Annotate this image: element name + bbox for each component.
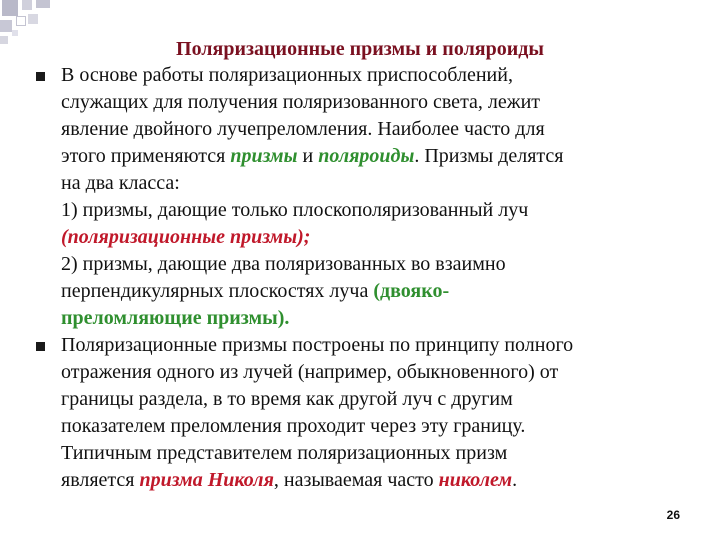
term-prisms: призмы bbox=[230, 145, 298, 167]
slide-title: Поляризационные призмы и поляроиды bbox=[176, 38, 544, 60]
text-line: 2) призмы, дающие два поляризованных во взаимно bbox=[61, 253, 506, 275]
bullet-item bbox=[34, 332, 674, 494]
text-line: на два класса: bbox=[61, 172, 180, 194]
square-bullet-icon bbox=[36, 72, 45, 81]
text-line: показателем преломления проходит через эту границу. bbox=[61, 415, 526, 437]
text-line bbox=[61, 278, 674, 305]
term-polaroids: поляроиды bbox=[318, 145, 415, 167]
page-number: 26 bbox=[666, 508, 680, 522]
term-nicol: николем bbox=[438, 469, 513, 491]
text-line: отражения одного из лучей (например, обыкновенного) от bbox=[61, 361, 559, 383]
text-line: Поляризационные призмы построены по принципу полного bbox=[61, 334, 574, 356]
bullet-item bbox=[34, 62, 674, 332]
text-line: границы раздела, в то время как другой луч с другим bbox=[61, 388, 513, 410]
text-line bbox=[61, 143, 674, 170]
text-line: В основе работы поляризационных приспособлений, bbox=[61, 64, 513, 86]
square-bullet-icon bbox=[36, 342, 45, 351]
text-fragment: этого применяются bbox=[61, 145, 231, 167]
text-line: 1) призмы, дающие только плоскополяризованный луч bbox=[61, 199, 529, 221]
term-birefringent-prisms: (двояко- bbox=[373, 280, 450, 302]
term-birefringent-prisms-cont: преломляющие призмы). bbox=[61, 307, 290, 329]
corner-decoration bbox=[0, 0, 60, 60]
text-fragment: . bbox=[512, 469, 518, 491]
slide-content bbox=[34, 62, 674, 494]
text-fragment: , называемая часто bbox=[273, 469, 439, 491]
term-nicol-prism: призма Николя bbox=[139, 469, 274, 491]
text-fragment: . Призмы делятся bbox=[414, 145, 564, 167]
text-fragment: является bbox=[61, 469, 140, 491]
text-line: служащих для получения поляризованного света, лежит bbox=[61, 91, 541, 113]
text-fragment: и bbox=[297, 145, 319, 167]
text-line: Типичным представителем поляризационных призм bbox=[61, 442, 508, 464]
text-line bbox=[61, 467, 674, 494]
term-polarizing-prisms: (поляризационные призмы); bbox=[61, 226, 311, 248]
text-fragment: перпендикулярных плоскостях луча bbox=[61, 280, 374, 302]
text-line: явление двойного лучепреломления. Наиболее часто для bbox=[61, 118, 545, 140]
